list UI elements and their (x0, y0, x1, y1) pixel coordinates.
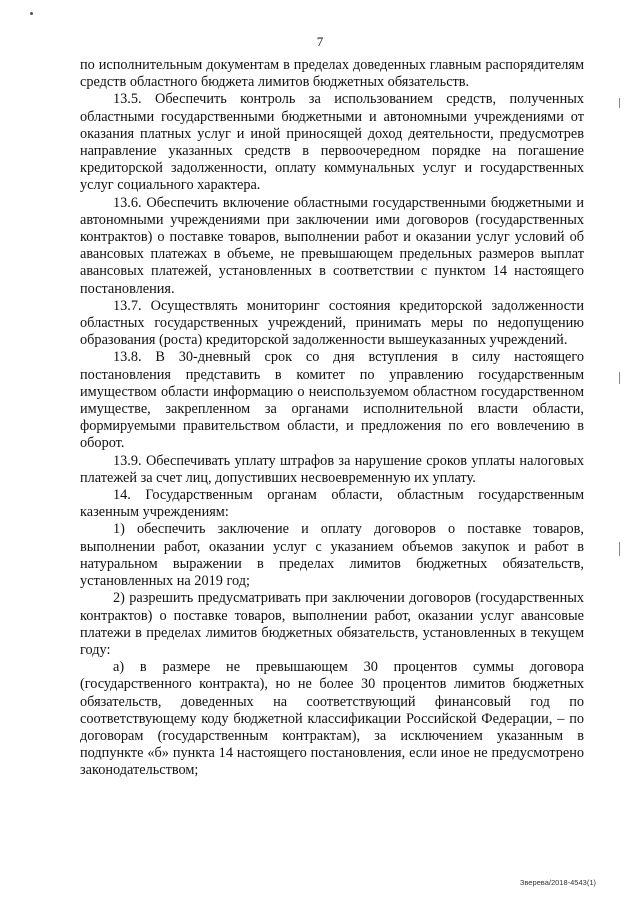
document-body (80, 57, 584, 780)
paragraph: 1) обеспечить заключение и оплату договоров о поставке товаров, выполнении работ, оказании услуг с указанием объемов закупок и работ в натуральном выражении в пределах лимитов бюджетных обязательств, установленных на 2019 год; (80, 521, 584, 590)
paragraph: по исполнительным документам в пределах доведенных главным распорядителям средств областного бюджета лимитов бюджетных обязательств. (80, 57, 584, 91)
document-code: Зверева/2018-4543(1) (519, 878, 596, 887)
scan-artifact (619, 372, 620, 384)
scan-artifact (30, 12, 33, 15)
paragraph: 13.6. Обеспечить включение областными государственными бюджетными и автономными учреждениями при заключении ими договоров (государственных контрактов) о поставке товаров, выполнении работ и оказании услуг условий об авансовых платежах в объеме, не превышающем предельных размеров выплат авансовых платежей, установленных в соответствии с пунктом 14 настоящего постановления. (80, 194, 584, 297)
scan-artifact (619, 98, 620, 108)
paragraph: 2) разрешить предусматривать при заключении договоров (государственных контрактов) о поставке товаров, выполнении работ, оказании услуг авансовые платежи в пределах лимитов бюджетных обязательств, установленных в текущем году: (80, 590, 584, 658)
paragraph: 14. Государственным органам области, областным государственным казенным учреждениям: (80, 487, 584, 521)
paragraph: 13.8. В 30-дневный срок со дня вступления в силу настоящего постановления представить в комитет по управлению государственным имуществом области информацию о неиспользуемом областном государственном имуществе, закрепленном за органами исполнительной власти области, формируемыми правительством области, и предложения по его вовлечению в оборот. (80, 349, 584, 452)
paragraph: а) в размере не превышающем 30 процентов суммы договора (государственного контракта), но не более 30 процентов лимитов бюджетных обязательств, доведенных на соответствующий финансовый год по соответствующему коду бюджетной классификации Российской Федерации, – по договорам (государственным контрактам), за исключением указанным в подпункте «б» пункта 14 настоящего постановления, если иное не предусмотрено законодательством; (80, 659, 584, 779)
scan-artifact (619, 542, 620, 556)
page-number: 7 (316, 34, 324, 49)
paragraph: 13.5. Обеспечить контроль за использованием средств, полученных областными государственными бюджетными и автономными учреждениями от оказания платных услуг и иной приносящей доход деятельности, предусмотрев направление указанных средств в первоочередном порядке на погашение кредиторской задолженности, оплату коммунальных услуг и государственных услуг социального характера. (80, 91, 584, 194)
paragraph: 13.7. Осуществлять мониторинг состояния кредиторской задолженности областных государственных учреждений, принимать меры по недопущению образования (роста) кредиторской задолженности вышеуказанных учреждений. (80, 297, 584, 349)
paragraph: 13.9. Обеспечивать уплату штрафов за нарушение сроков уплаты налоговых платежей за счет лиц, допустивших несвоевременную их уплату. (80, 452, 584, 486)
